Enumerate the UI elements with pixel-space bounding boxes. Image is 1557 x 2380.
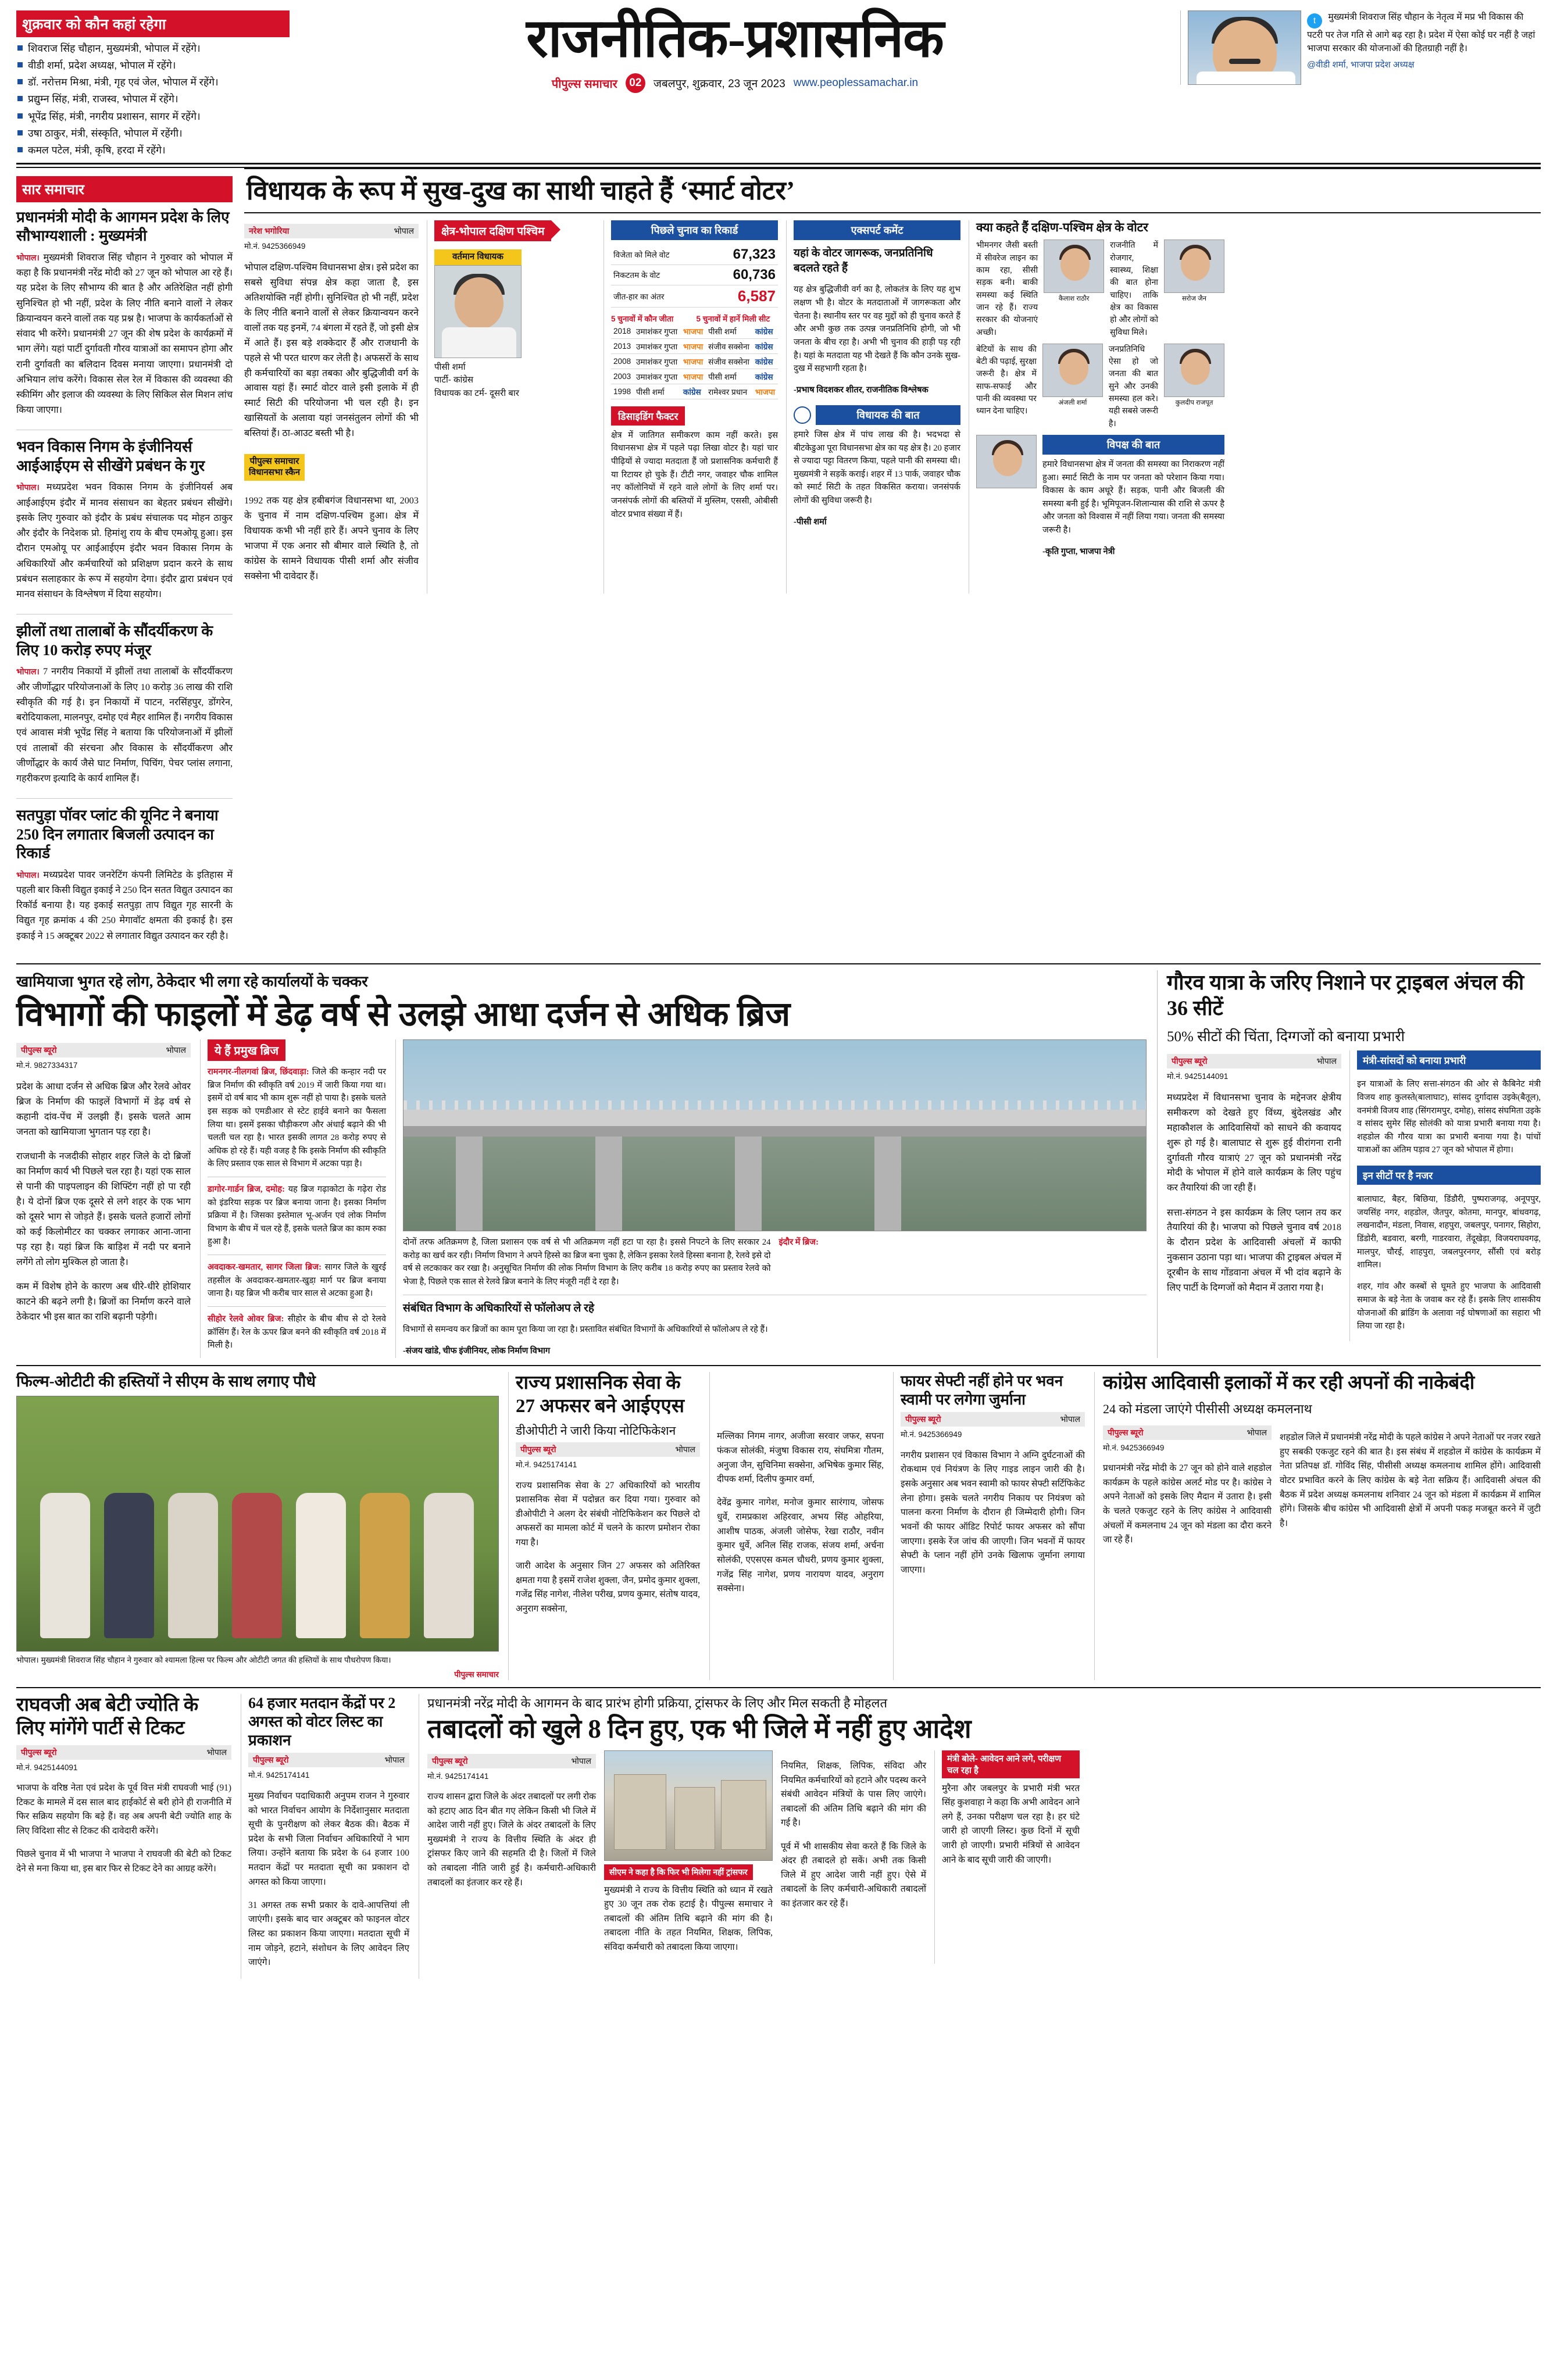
fire-story (893, 1372, 1085, 1680)
ias-headline: राज्य प्रशासनिक सेवा के 27 अफसर बने आईएएस (516, 1372, 685, 1417)
prev-row-value: 67,323 (705, 245, 778, 265)
voter-text: बेटियों के साथ की बेटी की पढ़ाई, सुरक्षा जरूरी है। क्षेत्र में साफ-सफाई और पानी की व्यवस्था पर ध्यान देना चाहिए। (976, 344, 1037, 416)
rail-body: मध्यप्रदेश भवन विकास निगम के इंजीनियर्स अब आईआईएम इंदौर में मानव संसाधन का बेहतर प्रबंधन सीखेंगे। इसके लिए गुरुवार को इंदौर के प्रबंध संचालक पद मोहन ठाकुर और इंदौर के निदेशक प्रो. हिमांशु राय के बीच एमओयू हुआ। इस दौरान एमओयू पर आईआईएम इंदौर भवन विकास निगम के अधिकारियों और कर्मचारियों को प्रशिक्षण प्रदान करने के साथ प्रबंधन सलाहकार के रूप में सहयोग देगा। इंदौर द्वारा प्रबंधन एवं मानव संसाधन के विश्लेषण में दिया सहयोग। (16, 482, 233, 600)
table-row (611, 245, 778, 265)
voter-text: राजनीति में रोजगार, स्वास्थ्य, शिक्षा की बात होना चाहिए। ताकि क्षेत्र का विकास हो और लोगों को सुविधा मिले। (1110, 241, 1158, 337)
mla-say-name: -पीसी शर्मा (794, 517, 827, 527)
rail-body: मुख्यमंत्री शिवराज सिंह चौहान ने गुरुवार को भोपाल में कहा है कि प्रधानमंत्री नरेंद्र मोदी को 27 जून को भोपाल आ रहे हैं। यह प्रदेश के लिए सौभाग्य की बात है और अतिरेक्षित नहीं होगी सुनिश्चित हो भी नहीं, प्रदेश के लिए नीति बनाने वालों ने लेकर क्रियान्वयन करने वालों तक यह प्रश्न है। भाजपा के कार्यकर्ताओं से संवाद भी करेंगे। प्रधानमंत्री 27 जून की शेष प्रदेश के कार्यक्रमों में भाग लेंगे। यहां पार्टी दुर्गावती गौरव यात्राओं का समापन होगा और रानी दुर्गावती का बलिदान दिवस मनाया जाएगा। प्रधानमंत्री दो अभियान लांच करेंगे। विकास सेल रेल में विकास की व्यवस्था की स्कीमिंग और इलाज की व्यवस्था के लिए सिकिल सेल मिशन लांच किया जाएगा। (16, 252, 233, 416)
winner: पीसी शर्मा (634, 384, 681, 399)
byline-place: भोपाल (206, 1747, 227, 1757)
voter-photo (1042, 344, 1103, 397)
year: 2003 (611, 369, 634, 384)
byline-place: भोपाल (675, 1445, 695, 1455)
masthead-center (290, 10, 1180, 159)
opposition-say-name: -कृति गुप्ता, भाजपा नेत्री (1042, 547, 1115, 557)
byline-author: पीपुल्स ब्यूरो (1108, 1427, 1144, 1437)
table-row (611, 338, 778, 353)
lead-col-text (244, 220, 419, 594)
byline-author: नरेश भगोरिया (249, 226, 290, 235)
bridge-item (208, 1313, 386, 1352)
bridges-para-3: कम में विशेष होने के कारण अब धीरे-धीरे होशियार काटने की बढ़ने लगी है। ब्रिजों का निर्माण करने वाले ठेकेदार भी इस बात का राशि बढ़ानी पड़ेगी। (16, 1281, 191, 1322)
ias-para-1: राज्य प्रशासनिक सेवा के 27 अधिकारियों को भारतीय प्रशासनिक सेवा में पदोन्नत कर दिया गया। गुरुवार को डीओपीटी ने अलग देर संबंधी नोटिफिकेशन कर पिछले दो अफसरों का मामला कोर्ट में चलने के कारण प्रमोशन रोका गया है। (516, 1480, 700, 1548)
gaurav-subhead: 50% सीटों की चिंता, दिग्गजों को बनाया प्रभारी (1167, 1028, 1405, 1045)
winner-party: भाजपा (681, 338, 706, 353)
masthead-right (1180, 10, 1541, 159)
election-scan-tag: पीपुल्स समाचार विधानसभा स्कैन (244, 454, 305, 481)
table-row (611, 324, 778, 339)
page-title: राजनीतिक-प्रशासनिक (526, 9, 944, 68)
opposition-say-tag: विपक्ष की बात (1042, 435, 1224, 455)
table-row (611, 369, 778, 384)
raghavji-para-1: भाजपा के वरिष्ठ नेता एवं प्रदेश के पूर्व वित्त मंत्री राघवजी भाई (91) टिकट के मामले में दस साल बाद हाईकोर्ट से बरी होने ही राजनीति में फिर सक्रिय सहयोग कि बड़े हैं। वह अब अपनी बेटी ज्योति शाह के लिए विदिशा सीट से टिकट की दावेदारी करेंगे। (16, 1782, 231, 1836)
opposition-photo-wrap (976, 435, 1037, 559)
twitter-icon: t (1307, 13, 1322, 28)
runner-party: कांग्रेस (753, 324, 778, 339)
byline (1103, 1425, 1272, 1440)
table-row (611, 353, 778, 369)
byline-author: पीपुल्स ब्यूरो (905, 1414, 941, 1424)
place-date: जबलपुर, शुक्रवार, 23 जून 2023 (653, 78, 785, 90)
expert-comment-tag: एक्सपर्ट कमेंट (794, 220, 960, 240)
transfer-headline: तबादलों को खुले 8 दिन हुए, एक भी जिले में नहीं हुए आदेश (427, 1714, 972, 1744)
photo-caption: भोपाल। मुख्यमंत्री शिवराज सिंह चौहान ने गुरुवार को श्यामला हिल्स पर फिल्म और ओटीटी जगत की हस्तियों के साथ पौधरोपण किया। (16, 1655, 391, 1664)
lead-story (244, 168, 1541, 594)
history-table-1-title: 5 चुनावों में कौन जीता (611, 314, 674, 323)
cm-photo (1188, 10, 1301, 85)
ias-story (508, 1372, 700, 1680)
congress-headline: कांग्रेस आदिवासी इलाकों में कर रही अपनों की नाकेबंदी (1103, 1372, 1475, 1393)
who-where-bar: शुक्रवार को कौन कहां रहेगा (16, 10, 290, 37)
reporter-mobile: मो.नं. 9425144091 (1167, 1071, 1229, 1081)
gaurav-tail: शहर, गांव और कस्बों से घूमते हुए भाजपा के आदिवासी समाज के बड़े नेता के जवाब कर रहे हैं। इसके लिए शासकीय योजनाओं की ब्रांडिंग के अलावा नई घोषणाओं का सहारा भी लिया जा रहा है। (1357, 1282, 1541, 1331)
lead-col-expert (786, 220, 960, 594)
voterlist-para-1: मुख्य निर्वाचन पदाधिकारी अनुपम राजन ने गुरुवार को भारत निर्वाचन आयोग के निर्देशानुसार मतदाता सूची के पुनरीक्षण को लेकर बैठक की। बैठक में प्रदेश के सभी जिला निर्वाचन अधिकारियों ने भाग लिया। उन्होंने बताया कि प्रदेश के 64 हजार 100 मतदान केंद्रों पर मतदाता सूची का प्रकाशन दो अगस्त को किया जाएगा। (248, 1791, 409, 1887)
byline (1167, 1054, 1341, 1069)
gaurav-para-2: सत्ता-संगठन ने इस कार्यक्रम के लिए प्लान तय कर तैयारियां की है। भाजपा को पिछले चुनाव वर्ष 2018 के दौरान प्रदेश के आदिवासी अंचलों में काफी नुकसान उठाना पड़ा था। भाजपा की ट्राइबल अंचल में दूरबीन के साथ गोंडवाना अंचल में भी दांव बढ़ाने के लिए पार्टी के दिग्गजों को मैदान में उतारा गया है। (1167, 1207, 1341, 1293)
ministers-incharge-text: इन यात्राओं के लिए सत्ता-संगठन की ओर से कैबिनेट मंत्री विजय शाह कुलस्ते(बालाघाट), सांसद दुर्गादास उइके(बैतूल), वनमंत्री विजय शाह (सिंगरामपुर, दमोह), सांसद संघमिता उइके व सांसद सुमेर सिंह सोलंकी को यात्रा प्रभारी बनाया गया है। शहडोल की गौरव यात्रा का प्रभारी बनाया गया है। पांचों यात्राओं का अंतिम पड़ाव 27 जून को भोपाल में होगा। (1357, 1080, 1541, 1155)
bottom-section (16, 1687, 1541, 1979)
rail-text (16, 250, 233, 418)
expert-headline: यहां के वोटर जागरूक, जनप्रतिनिधि बदलते रहते हैं (794, 246, 933, 274)
bridge-name: इंदौर में ब्रिज: (779, 1238, 819, 1248)
byline-author: पीपुल्स ब्यूरो (1172, 1056, 1208, 1066)
raghavji-story (16, 1694, 231, 1979)
mla-party: पार्टी- कांग्रेस (434, 375, 474, 385)
voter-quote (976, 240, 1224, 338)
rail-item-4 (16, 806, 233, 956)
runner-party: कांग्रेस (753, 369, 778, 384)
rail-body: मध्यप्रदेश पावर जनरेटिंग कंपनी लिमिटेड के इतिहास में पहली बार किसी विद्युत इकाई ने 250 दिन सतत विद्युत उत्पादन का रिकॉर्ड बनाया है। यह इकाई सतपुड़ा ताप विद्युत गृह सारनी के विद्युत गृह क्रमांक 4 की 250 मेगावॉट क्षमता की इकाई है। इस इकाई ने 15 अक्टूबर 2022 से लगातार विद्युत उत्पादन कर रही है। (16, 869, 233, 941)
brand-name: पीपुल्स समाचार (551, 77, 617, 91)
region-tag: क्षेत्र-भोपाल दक्षिण पश्चिम (434, 220, 551, 241)
byline (244, 224, 419, 238)
byline-author: पीपुल्स ब्यूरो (21, 1747, 57, 1757)
rail-text (16, 664, 233, 786)
bridges-col-2 (200, 1039, 386, 1358)
byline-author: पीपुल्स ब्यूरो (253, 1755, 289, 1765)
reporter-mobile: मो.नं. 9425144091 (16, 1763, 78, 1772)
byline (16, 1043, 191, 1057)
table-row (611, 384, 778, 399)
voter-photo-wrap (1044, 240, 1104, 338)
reporter-mobile: मो.नं. 9425174141 (427, 1771, 489, 1781)
reporter-mobile: मो.नं. 9425366949 (901, 1430, 962, 1439)
gaurav-para-1: मध्यप्रदेश में विधानसभा चुनाव के मद्देनजर क्षेत्रीय समीकरण को देखते हुए विंध्य, बुंदेलखंड और महाकौशल के आदिवासियों को साधने की कवायद शुरू हो गई है। बालाघाट से शुरू हुई वीरांगना रानी दुर्गावती गौरव यात्राएं 27 जून को प्रधानमंत्री नरेंद्र मोदी के भोपाल में होने वाले कार्यक्रम के लिए पहुंच कर तैयारियां की जा रही हैं। (1167, 1092, 1341, 1193)
prev-result-table (611, 245, 778, 308)
voter-text: भीमनगर जैसी बस्ती में सीवरेज लाइन का काम रहा, सीसी सड़क बनी। बाकी समस्या कई स्थिति जान रहे हैं। राज्य सरकार की योजनाएं अच्छी। (976, 241, 1038, 337)
prev-row-label: निकटतम के वोट (611, 265, 705, 285)
photo-story-headline: फिल्म-ओटीटी की हस्तियों ने सीएम के साथ लगाए पौधे (16, 1372, 316, 1390)
bridge-photo-note: दोनों तरफ अतिक्रमण है, जिला प्रशासन एक वर्ष से भी अतिक्रमण नहीं हटा पा रहा है। इससे निपटने के लिए सरकार 24 करोड़ का खर्च कर रही। निर्माण विभाग ने अपने हिस्से का ब्रिज बना चुका है, लेकिन इसका रेलवे हिस्सा बनाना है, रेलवे इसे दो वर्ष से लटकाकर कर रखा है। अनुसूचित निर्माण की लोक निर्माण विभाग के लिए करीब 18 करोड़ रुपए का प्रस्ताव रेलवे को भेजा है, पिछले एक साल से रेलवे ब्रिज बनाने के लिए मंजूरी नहीं दे रहा है। (403, 1238, 771, 1287)
byline-author: पीपुल्स ब्यूरो (520, 1445, 556, 1455)
voterlist-story (241, 1694, 409, 1979)
rail-text (16, 480, 233, 602)
raghavji-para-2: पिछले चुनाव में भी भाजपा ने भाजपा ने राघवजी की बेटी को टिकट देने से मना किया था, इस बार फिर से टिकट देने का आग्रह करेंगे। (16, 1849, 231, 1874)
transfer-col3: नियमित, शिक्षक, लिपिक, संविदा और नियमित कर्मचारियों को हटाने और पदस्थ करने संबंधी आवेदन मंत्रियों के पास लिए जाएंगे। तबादलों की अंतिम तिथि बढ़ाने की मांग की गई है। (781, 1760, 926, 1828)
transfer-para-1: राज्य शासन द्वारा जिले के अंदर तबादलों पर लगी रोक को हटाए आठ दिन बीत गए लेकिन किसी भी जिले में आदेश जारी नहीं हुए। जिले के अंदर तबादलों के लिए मुख्यमंत्री ने राज्य के वित्तीय स्थिति के अंदर ही ट्रांसफर किए जाने की सहमति दी है। जिलों में जिले को तबादला नीति जारी हुई है। कर्मचारी-अधिकारी तबादलों का इंतजार कर रहे हैं। (427, 1791, 596, 1888)
year: 2008 (611, 353, 634, 369)
lead-para-1: भोपाल दक्षिण-पश्चिम विधानसभा क्षेत्र। इसे प्रदेश का सबसे सुविधा संपन्न क्षेत्र कहा जाता है, इस अतिशयोक्ति नहीं होगी। सुनिश्चित हो भी नहीं, प्रदेश के लिए नीति बनाने वालों से लेकर क्रियान्वयन करने वालों तक यह इनमें, 74 बंगला में रहते हैं, जो इसी क्षेत्र में आते हैं। इस बड़े शक्केदार हैं और राजधानी के पहले से भी परत धारण कर लेती है। अफसरों के साथ ही कर्मचारियों का बड़ा तबका और बुद्धिजीवी वर्ग के आवास यहां हैं। स्मार्ट वोटर वाले इसी इलाके में ही स्मार्ट सिटी की परियोजना भी चल रही है। इन खासियतों के अलावा यहां जनसंतुलन लोगों की भी बस्तियां हैं। ठा-आउट बस्ती भी है। (244, 262, 419, 439)
mla-name: पीसी शर्मा (434, 362, 466, 372)
mla-say-text: हमारे जिस क्षेत्र में पांच लाख की है। भदभदा से बीटकेडुआ पूरा विधानसभा क्षेत्र का यह क्षेत्र है। 20 हजार से ज्यादा पट्टा वितरण किया, पहले पानी की समस्या थी। मुख्यमंत्री ने सड़कें कराई। शहर में 13 पार्क, जवाहर चौक को स्मार्ट सिटी के तहत विकसित कराया। जनसंपर्क लोगों की सुविधा जरूरी है। (794, 430, 960, 505)
website-link[interactable]: www.peoplessamachar.in (793, 77, 919, 89)
ias-subhead: डीओपीटी ने जारी किया नोटिफिकेशन (516, 1424, 676, 1438)
reporter-mobile: मो.नं. 9425174141 (248, 1771, 310, 1780)
gaurav-yatra-story (1157, 970, 1541, 1358)
bridge-item (208, 1066, 386, 1171)
voter-photo (1164, 344, 1224, 397)
runner: संजीव सक्सेना (706, 353, 753, 369)
winner-party: भाजपा (681, 353, 706, 369)
transfer-para-2: मुख्यमंत्री ने राज्य के वित्तीय स्थिति को ध्यान में रखते हुए 30 जून तक रोक हटाई है। पीपुल्स समाचार ने तबादलों की अंतिम तिथि बढ़ाने की मांग की है। तबादला नीति के तहत नियमित, शिक्षक, लिपिक, संविदा कर्मचारी को तबादला किया जाएगा। (604, 1885, 773, 1953)
winner-party: भाजपा (681, 324, 706, 339)
lead-headline: विधायक के रूप में सुख-दुख का साथी चाहते हैं ‘स्मार्ट वोटर’ (244, 168, 1541, 213)
bridge-name: रामनगर-नीलगवां ब्रिज, छिंदवाड़ा: (208, 1067, 309, 1077)
congress-subhead: 24 को मंडला जाएंगे पीसीसी अध्यक्ष कमलनाथ (1103, 1401, 1312, 1416)
prev-row-value: 60,736 (705, 265, 778, 285)
byline (248, 1753, 409, 1767)
ministers-incharge-title: मंत्री-सांसदों को बनाया प्रभारी (1357, 1050, 1541, 1070)
current-mla-label: वर्तमान विधायक (434, 249, 522, 265)
runner: रामेश्वर प्रधान (706, 384, 753, 399)
masthead-meta (290, 73, 1180, 93)
summary-rail (16, 168, 233, 963)
byline-author: पीपुल्स ब्यूरो (432, 1756, 468, 1766)
lead-para-2: 1992 तक यह क्षेत्र हबीबगंज विधानसभा था, 2003 के चुनाव में नाम दक्षिण-पश्चिम हुआ। क्षेत्र में विधायक कभी भी नहीं हारे हैं। अपने चुनाव के लिए भाजपा में एक अनार सौ बीमार वाले स्थिति है, तो कांग्रेस के सामने विधायक पीसी शर्मा और संजीव सक्सेना भी दावेदार हैं। (244, 495, 419, 581)
byline (16, 1745, 231, 1760)
rail-body: 7 नगरीय निकायों में झीलों तथा तालाबों के सौंदर्यीकरण और जीर्णोद्धार परियोजनाओं के लिए 10 करोड़ 36 लाख की राशि स्वीकृति की गई है। इन निकायों में पाटन, नरसिंहपुर, डोंगरेन, बरोदियाकला, मालनपुर, दमोह एवं मैहर शामिल हैं। नगरीय विकास एवं आवास मंत्री भूपेंद्र सिंह ने बताया कि परियोजनाओं में झीलों एवं तालाबों की संरचना और विकास के सौंदर्यीकरण और जीर्णोद्धार के कार्य जैसे घाट निर्माण, पिचिंग, पेचर प्लांस लगाना, गहरीकरण इत्यादि के कार्य शामिल हैं। (16, 666, 233, 784)
table-row (611, 265, 778, 285)
fire-para-1: नगरीय प्रशासन एवं विकास विभाग ने अग्नि दुर्घटनाओं की रोकथाम एवं नियंत्रण के लिए गाइड लाइन जारी की है। इसके अनुसार अब भवन स्वामी को फायर सेफ्टी सर्टिफिकेट लेना होगा। इसके चलते नगरीय निकाय पर नियंत्रण को पालना करना निर्माण के दौरान ही जिम्मेदारी होगी। जिन भवनों की फायर ऑडिट रिपोर्ट फायर अफसर को सौंपा जाएगा। इसके रेंज जांच की जाएगी। जिन भवनों में फायर सेफ्टी के प्लान नहीं होंगे उनके खिलाफ जुर्माना लगाया जाएगा। (901, 1450, 1085, 1575)
runner-party: भाजपा (753, 384, 778, 399)
voter-photo-wrap (1164, 344, 1224, 430)
rail-headline: सतपुड़ा पॉवर प्लांट की यूनिट ने बनाया 250 दिन लगातार बिजली उत्पादन का रिकार्ड (16, 807, 219, 862)
prev-row-label: जीत-हार का अंतर (611, 285, 705, 307)
runner: पीसी शर्मा (706, 369, 753, 384)
rail-item-1 (16, 208, 233, 431)
runner-party: कांग्रेस (753, 338, 778, 353)
deciding-factor-tag: डिसाइडिंग फैक्टर (611, 406, 685, 426)
lead-grid (244, 220, 1541, 594)
page-number-badge: 02 (626, 73, 645, 93)
list-item: उषा ठाकुर, मंत्री, संस्कृति, भोपाल में रहेंगी। (16, 126, 290, 141)
byline-place: भोपाल (384, 1755, 405, 1765)
byline-author: पीपुल्स ब्यूरो (21, 1045, 57, 1055)
byline (427, 1754, 596, 1768)
voters-title: क्या कहते हैं दक्षिण-पश्चिम क्षेत्र के वोटर (976, 220, 1148, 234)
cm-quote-block (1307, 10, 1541, 85)
history-table (611, 324, 778, 399)
bridge-item (208, 1261, 386, 1300)
list-item: कमल पटेल, मंत्री, कृषि, हरदा में रहेंगे। (16, 142, 290, 158)
voter-name: सरोज जैन (1181, 295, 1207, 303)
bridges-para-1: प्रदेश के आधा दर्जन से अधिक ब्रिज और रेलवे ओवर ब्रिज के निर्माण की फाइलें विभागों में डेढ़ वर्ष से कहानी दांव-पेंच में उलझी हैं। इसके चलते आम जनता को खामियाजा भुगतान पड़ रहा है। (16, 1081, 191, 1138)
mla-photo (434, 265, 522, 358)
congress-logo-icon (794, 406, 811, 424)
transfer-note-tag: सीएम ने कहा है कि फिर भी मिलेगा नहीं ट्रांसफर (604, 1864, 753, 1880)
building-photo (604, 1750, 773, 1861)
byline-place: भोपाल (394, 226, 414, 235)
byline-place: भोपाल (166, 1045, 186, 1055)
congress-para-2: शहडोल जिले में प्रधानमंत्री नरेंद्र मोदी के पहले कांग्रेस ने अपने नेताओं पर नजर रखते हुए सबकी एकजुट रहने की बात है। इस संबंध में शहडोल में कांग्रेस के कार्यक्रम में नेता प्रतिपक्ष डॉ. गोविंद सिंह, पीसीसी अध्यक्ष कमलनाथ शामिल होंगे। आदिवासी वोटर प्रभावित करने के लिए कांग्रेस के बड़े नेता सक्रिय हैं। आदिवासी अंचल की बैठक में प्रदेश अध्यक्ष कमलनाथ शनिवार 24 जून को मंडला में कार्यक्रम में शामिल होंगे। जिसके बीच कांग्रेस भी आदिवासी क्षेत्रों में अपनी पकड़ मजबूत करने में जुटी है। (1280, 1432, 1541, 1528)
dateline: भोपाल। (16, 870, 40, 880)
prev-row-value: 6,587 (705, 285, 778, 307)
voter-quote (976, 344, 1224, 430)
byline (901, 1412, 1085, 1427)
byline-place: भोपाल (1060, 1414, 1080, 1424)
bridge-text: जिले की कन्हार नदी पर ब्रिज निर्माण की स्वीकृति वर्ष 2019 में जारी किया गया था। इसमें दो वर्ष बाद भी काम शुरू नहीं हो पाया है। इसके चलते इस सड़क को एमडीआर से स्टेट हाईवे बनाने का फैसला लिया था। इसमें इसका चौड़ीकरण और अंधाई बढ़ाने की भी चलती चल रहा है। भारत इसकी लागत 28 करोड़ रुपए से अधिक हो रहे हैं। यही वजह है कि इसके निर्माण की स्वीकृति के लिए प्रस्ताव एक साल से विभाग में अटका पड़ा है। (208, 1067, 386, 1169)
bridges-col-3 (395, 1039, 1147, 1358)
main-bridges-box-title: ये हैं प्रमुख ब्रिज (208, 1039, 285, 1061)
photo-credit: पीपुल्स समाचार (454, 1670, 499, 1679)
runner: पीसी शर्मा (706, 324, 753, 339)
voter-name: कैलाश राठौर (1058, 295, 1090, 303)
bridge-name: डागोर-गार्डन ब्रिज, दमोह: (208, 1185, 285, 1195)
bridge-photo (403, 1039, 1147, 1231)
year: 1998 (611, 384, 634, 399)
bridge-item (779, 1236, 1147, 1249)
masthead (16, 10, 1541, 165)
transfer-story (419, 1694, 1541, 1979)
fire-headline: फायर सेफ्टी नहीं होने पर भवन स्वामी पर लगेगा जुर्माना (901, 1372, 1063, 1408)
runner-party: कांग्रेस (753, 353, 778, 369)
bridges-kicker: खामियाजा भुगत रहे लोग, ठेकेदार भी लगा रहे कार्यालयों के चक्कर (16, 973, 368, 990)
voterlist-headline: 64 हजार मतदान केंद्रों पर 2 अगस्त को वोटर लिस्ट का प्रकाशन (248, 1695, 396, 1749)
lead-col-voters (969, 220, 1224, 594)
plantation-photo (16, 1396, 499, 1652)
year: 2018 (611, 324, 634, 339)
prev-result-title: पिछले चुनाव का रिकार्ड (611, 220, 778, 240)
bridges-story (16, 970, 1147, 1358)
winner-party: कांग्रेस (681, 384, 706, 399)
cm-quote-text: मुख्यमंत्री शिवराज सिंह चौहान के नेतृत्व में मप्र भी विकास की पटरी पर तेज गति से आगे बढ़ रहा है। प्रदेश में ऐसा कोई घर नहीं है जहां भाजपा सरकार की योजनाओं की हितग्राही नहीं है। (1307, 12, 1535, 54)
winner: उमाशंकर गुप्ता (634, 353, 681, 369)
followup-text: विभागों से समन्वय कर ब्रिजों का काम पूरा किया जा रहा है। प्रस्तावित संबंधित विभागों के अधिकारियों से फॉलोअप ले रहे हैं। (403, 1325, 768, 1335)
winner: उमाशंकर गुप्ता (634, 338, 681, 353)
bridges-col-1 (16, 1039, 191, 1358)
runner: संजीव सक्सेना (706, 338, 753, 353)
bridge-item (208, 1183, 386, 1249)
byline-place: भोपाल (1316, 1056, 1337, 1066)
bridge-text: सीहोर के बीच बीच से दो रेलवे क्रॉसिंग हैं। रेल के ऊपर ब्रिज बनने की स्वीकृति वर्ष 2018 में मिली है। (208, 1314, 387, 1350)
voter-name: अंजली शर्मा (1058, 399, 1087, 406)
deciding-factor-text: क्षेत्र में जातिगत समीकरण काम नहीं करते। इस विधानसभा क्षेत्र में पहले पढ़ा लिखा वोटर है। यहां चार पीढ़ियों से ज्यादा मतदाता हैं जो प्रशासनिक कर्मचारी हैं या रिटायर हो चुके हैं। टीटी नगर, जवाहर चौक शामिल नए कॉलोनियों में रहने वाले लोगों के लिए शर्मा पर। जनसंपर्क लोगों की बस्तियों में मुस्लिम, एससी, ओबीसी वोटर प्रभाव संख्या में हैं। (611, 430, 778, 519)
opposition-say-text: हमारे विधानसभा क्षेत्र में जनता की समस्या का निराकरण नहीं हुआ। स्मार्ट सिटी के नाम पर जनता को परेशान किया गया। विकास के काम अधूरे हैं। सड़क, पानी और बिजली की समस्या बनी हुई है। भूमिपूजन-शिलान्यास की राशि से ऊपर है और जनता को विश्वास में नहीं लिया गया। जनता की समस्या जरूरी है। (1042, 459, 1224, 535)
bridge-name: सीहोर रेलवे ओवर ब्रिज: (208, 1314, 284, 1324)
byline (516, 1442, 700, 1457)
voter-photo-wrap (1164, 240, 1224, 338)
rail-item-3 (16, 622, 233, 799)
dateline: भोपाल। (16, 483, 40, 492)
byline-place: भोपाल (571, 1756, 591, 1766)
winner-party: भाजपा (681, 369, 706, 384)
voter-text: जनप्रतिनिधि ऐसा हो जो जनता की बात सुने और उनकी समस्या हल करे। यही सबसे जरूरी है। (1108, 344, 1158, 428)
bridges-para-2: राजधानी के नजदीकी सोहार शहर जिले के दो ब्रिजों का निर्माण कार्य भी पिछले चल रहा है। यहां एक साल से पानी की पाइपलाइन की शिफ्टिंग नहीं हो पा रही है। ये दोनों ब्रिज एक दूसरे से लगे शहर के एक भाग को दूसरे भाग से जोड़ते हैं। इसके चलते हजारों लोगों को कई किलोमीटर का चक्कर लगाकर आना-जाना पड़ रहा है। यहां ब्रिज कि बाड़िश में नदी पर बनाने लगेंगे तो लोग मुश्किल हो जाता है। (16, 1151, 191, 1267)
list-item: शिवराज सिंह चौहान, मुख्यमंत्री, भोपाल में रहेंगे। (16, 41, 290, 56)
list-item: प्रद्युम्न सिंह, मंत्री, राजस्व, भोपाल में रहेंगे। (16, 91, 290, 107)
rail-text (16, 867, 233, 944)
byline-place: भोपाल (1247, 1427, 1267, 1437)
transfer-kicker: प्रधानमंत्री नरेंद्र मोदी के आगमन के बाद प्रारंभ होगी प्रक्रिया, ट्रांसफर के लिए और मिल सकती है मोहलत (427, 1696, 888, 1711)
bridge-text: सागर जिले के खुरई तहसील के अवदाकर-खमतार-खुडा़ मार्ग पर ब्रिज बनाया जाना है। यह ब्रिज भी करीब चार साल से अटका हुआ है। (208, 1263, 386, 1299)
seats-watch-text: बालाघाट, बैहर, बिछिया, डिंडौरी, पुष्पराजगढ़, अनूपपुर, जयसिंह नगर, शहडोल, जैतपुर, कोतमा, मानपुर, बांधवगढ़, लखनादौन, मंडला, निवास, शहपुरा, जबलपुर, पनागर, सिहोरा, डिंडोरी, बडवारा, बरगी, गाडरवारा, तेंदूखेड़ा, विजयराघवगढ़, मालपुर, चौरई, शाहपुरा, जबलपुरनगर, सौंसी एवं बरोड़ शामिल। (1357, 1195, 1541, 1270)
voterlist-para-2: 31 अगस्त तक सभी प्रकार के दावे-आपत्तियां ली जाएंगी। इसके बाद चार अक्टूबर को फाइनल वोटर लिस्ट का प्रकाशन किया जाएगा। मतदाता सूची में नाम जोड़ने, हटाने, संशोधन के लिए आवेदन लिए जाएंगे। (248, 1900, 409, 1968)
history-table-2-title: 5 चुनावों में हार्ने मिली सीट (696, 314, 770, 323)
lead-col-region (427, 220, 595, 594)
lead-col-prevresult (603, 220, 778, 594)
raghavji-headline: राघवजी अब बेटी ज्योति के लिए मांगेंगे पार्टी से टिकट (16, 1695, 199, 1739)
voter-photo (1044, 240, 1104, 293)
cm-handle: @वीडी शर्मा, भाजपा प्रदेश अध्यक्ष (1307, 59, 1415, 70)
voter-photo (1164, 240, 1224, 293)
dateline: भोपाल। (16, 252, 40, 262)
reporter-mobile: मो.नं. 9425174141 (516, 1460, 577, 1470)
voter-name: कुलदीप राजपूत (1175, 399, 1213, 406)
ias-names-col (709, 1372, 884, 1680)
rail-headline: प्रधानमंत्री मोदी के आगमन प्रदेश के लिए सौभाग्यशाली : मुख्यमंत्री (16, 208, 230, 245)
congress-story (1094, 1372, 1541, 1680)
followup-name: -संजय खांडे, चीफ इंजीनियर, लोक निर्माण विभाग (403, 1346, 551, 1356)
photo-story (16, 1372, 499, 1680)
bridge-name: अवदाकर-खमतार, सागर जिला ब्रिज: (208, 1263, 322, 1273)
bridge-text: यह ब्रिज गढ़ाकोटा के गढ़ेरा रोड को इंडरिया सड़क पर ब्रिज बनाया जाना है। इसका निर्माण प्रक्रिया में है। जिसका इस्तेमाल भू-अर्जन एवं लोक निर्माण विभाग के बीच में चल रहे हैं, इसके चलते ब्रिज का काम रुका हुआ है। (208, 1185, 386, 1247)
ias-para-2: जारी आदेश के अनुसार जिन 27 अफसर को अतिरिक्त क्षमता गया है इसमें राजेश शुक्ला, जैन, प्रमोद कुमार शुक्ला, गजेंद्र सिंह नागेश, नीलेश परीख, प्रणय कुमार, संतोष यादव, अनुराग सक्सेना, (516, 1561, 700, 1614)
winner: उमाशंकर गुप्ता (634, 324, 681, 339)
reporter-mobile: मो.नं. 9827334317 (16, 1061, 78, 1070)
ias-para-4: देवेंद्र कुमार नागेश, मनोज कुमार सारंगाय, जोसफ धुर्वे, रामप्रकाश अहिरवार, अभय सिंह ओहरिया, आशीष पाठक, अंजली जोसेफ, रेखा राठौर, नवीन कुमार धुर्वे, अनिल सिंह राजक, संजय शर्मा, अर्चना सोलंकी, एएसएस कमल चौधरी, प्रणय कुमार शुक्ला, गजेंद्र सिंह नागेश, प्रणय नारायण यादव, अनुराग सक्सेना। (717, 1498, 884, 1594)
who-where-list (16, 37, 290, 158)
year: 2013 (611, 338, 634, 353)
followup-tag: संबंधित विभाग के अधिकारियों से फॉलोअप ले रहे (403, 1302, 594, 1314)
opposition-photo (976, 435, 1037, 488)
dateline: भोपाल। (16, 667, 40, 677)
bridges-headline: विभागों की फाइलों में डेढ़ वर्ष से उलझे आधा दर्जन से अधिक ब्रिज (16, 995, 791, 1033)
ias-para-3: मल्लिका निगम नागर, अजीजा सरवार जफर, सपना फंकज सोलंकी, मंजुषा विकास राय, संघमित्रा गौतम, अनुजा जैन, सुचिनिमा सक्सेना, अभिषेक कुमार सिंह, दीपक शर्मा, दिलीप कुमार वर्मा, (717, 1431, 884, 1485)
seats-watch-title: इन सीटों पर है नजर (1357, 1166, 1541, 1185)
rail-headline: झीलों तथा तालाबों के सौंदर्यीकरण के लिए 10 करोड़ रुपए मंजूर (16, 623, 213, 659)
prev-row-label: विजेता को मिले वोट (611, 245, 705, 265)
reporter-mobile: मो.नं. 9425366949 (244, 241, 306, 251)
reporter-mobile: मो.नं. 9425366949 (1103, 1443, 1165, 1452)
sar-samachar-header: सार समाचार (16, 176, 233, 202)
list-item: वीडी शर्मा, प्रदेश अध्यक्ष, भोपाल में रहेंगे। (16, 58, 290, 73)
congress-para-1: प्रधानमंत्री नरेंद्र मोदी के 27 जून को होने वाले शहडोल कार्यक्रम के पहले कांग्रेस अलर्ट मोड पर है। कांग्रेस ने अपने नेताओं को इसके लिए मैदान में उतारा है। इसी के चलते एकजुट रहने के लिए कांग्रेस ने आदिवासी अंचलों में कमलनाथ 24 जून को मंडला का दौरा करने जा रहे हैं। (1103, 1463, 1272, 1545)
list-item: डॉ. नरोत्तम मिश्रा, मंत्री, गृह एवं जेल, भोपाल में रहेंगे। (16, 74, 290, 90)
rail-headline: भवन विकास निगम के इंजीनियर्स आईआईएम से सीखेंगे प्रबंधन के गुर (16, 438, 205, 474)
rail-item-2 (16, 438, 233, 614)
masthead-left (16, 10, 290, 159)
transfer-col4: पूर्व में भी शासकीय सेवा करते हैं कि जिले के अंदर ही तबादले हो सकें। अभी तक किसी जिले में हुए आदेश जारी नहीं हुए। ऐसे में तबादलों के लिए कर्मचारी-अधिकारी तबादलों का इंतजार कर रहे हैं। (781, 1841, 926, 1909)
list-item: भूपेंद्र सिंह, मंत्री, नगरीय प्रशासन, सागर में रहेंगे। (16, 109, 290, 124)
voter-photo-wrap (1042, 344, 1103, 430)
winner: उमाशंकर गुप्ता (634, 369, 681, 384)
gaurav-headline: गौरव यात्रा के जरिए निशाने पर ट्राइबल अंचल की 36 सीटें (1167, 970, 1524, 1020)
mla-say-tag: विधायक की बात (816, 405, 960, 425)
expert-text: यह क्षेत्र बुद्धिजीवी वर्ग का है, लोकतंत्र के लिए यह शुभ लक्षण भी है। वोटर के मतदाताओं में जागरूकता और चेतना है। स्थानीय स्तर पर वह मुद्दों को ही चुनाव करते हैं और अभी कुछ तक उत्पन्न जनप्रतिनिधि होगी, जो भी जनता के बीच रहा है। अभी भी चुनाव की हाड़ी पड़ रही है। यहां के मतदाता यह भी देखते हैं कि कौन उनके सुख-दुख में सहभागी रहता है। (794, 285, 960, 374)
mla-term: विधायक का टर्म- दूसरी बार (434, 388, 519, 398)
minister-box-title: मंत्री बोले- आवेदन आने लगे, परीक्षण चल रहा है (942, 1750, 1080, 1778)
minister-box-text: मुरैना और जबलपुर के प्रभारी मंत्री भरत सिंह कुशवाहा ने कहा कि अभी आवेदन आने लगे हैं, उनका परीक्षण चल रहा है। हर घंटे जारी हो जाएगी लिस्ट। कुछ दिनों में सूची जारी हो जाएगी। प्रभारी मंत्रियों से आवेदन आने के बाद सूची जारी की जाएगी। (942, 1783, 1080, 1865)
expert-name: -प्रभाष विदशकर शीतर, राजनीतिक विश्लेषक (794, 385, 929, 395)
table-row (611, 285, 778, 307)
lower-section (16, 1365, 1541, 1680)
mid-section (16, 963, 1541, 1358)
